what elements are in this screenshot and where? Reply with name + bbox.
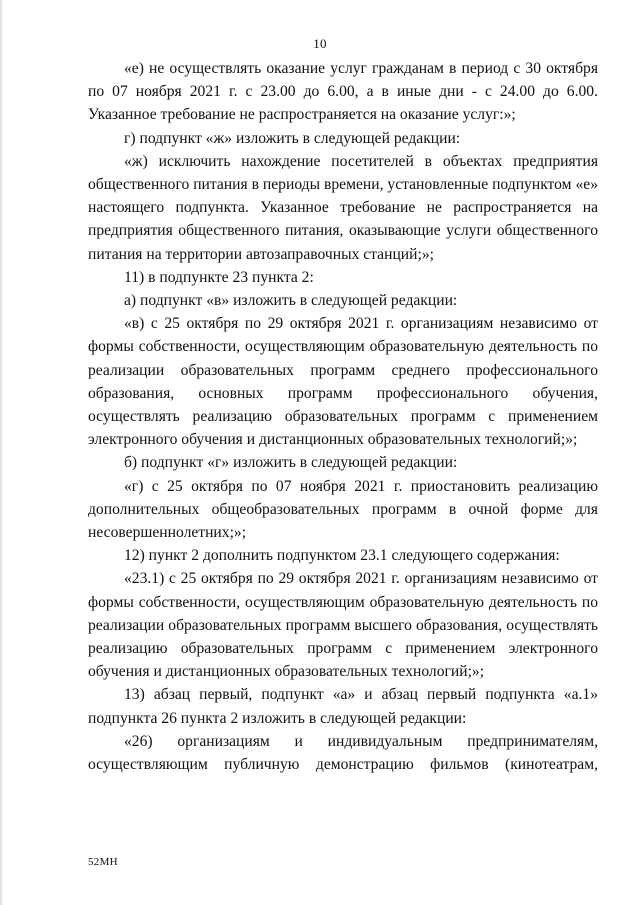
paragraph-item-11: 11) в подпункте 23 пункта 2: bbox=[124, 268, 314, 286]
paragraph-zh: «ж) исключить нахождение посетителей в объектах предприятия общественного питания в периоды времени, установленные подпунктом «е» настоящего подпункта. Указанное требование не распространяется на предприятия общественного питания, оказывающие услуги общественного питания на территории автозаправочных станций;»; bbox=[88, 152, 598, 263]
document-code: 52МН bbox=[88, 856, 118, 868]
paragraph-23-1: «23.1) с 25 октября по 29 октября 2021 г. организациям независимо от формы собственности, осуществляющим образовательную деятельность по реализации образовательных программ высшего образования, осуществлять реализацию образовательных программ с применением электронного обучения и дистанционных образовательных технологий;»; bbox=[88, 570, 598, 681]
scan-edge bbox=[0, 0, 3, 905]
paragraph-e: «е) не осуществлять оказание услуг гражданам в период с 30 октября по 07 ноября 2021 г. с 23.00 до 6.00, а в иные дни - с 24.00 до 6.00. Указанное требование не распространяется на оказание услуг:»; bbox=[88, 60, 598, 124]
paragraph-item-13: 13) абзац первый, подпункт «а» и абзац первый подпункта «а.1» подпункта 26 пункта 2 изложить в следующей редакции: bbox=[88, 686, 598, 727]
paragraph-g-text: «г) с 25 октября по 07 ноября 2021 г. приостановить реализацию дополнительных общеобразовательных программ в очной форме для несовершеннолетних;»; bbox=[88, 477, 598, 542]
paragraph-g: г) подпункт «ж» изложить в следующей редакции: bbox=[124, 129, 461, 147]
paragraph-b: б) подпункт «г» изложить в следующей редакции: bbox=[124, 454, 458, 472]
page-number: 10 bbox=[313, 36, 327, 51]
paragraph-a: а) подпункт «в» изложить в следующей редакции: bbox=[124, 292, 458, 310]
paragraph-v: «в) с 25 октября по 29 октября 2021 г. организациям независимо от формы собственности, осуществляющим образовательную деятельность по реализации образовательных программ среднего профессионального образования, основных программ профессионального обучения, осуществлять реализацию образовательных программ с применением электронного обучения и дистанционных образовательных технологий;»; bbox=[88, 315, 598, 449]
document-body bbox=[88, 57, 598, 776]
paragraph-item-12: 12) пункт 2 дополнить подпунктом 23.1 следующего содержания: bbox=[124, 547, 560, 565]
paragraph-26: «26) организациям и индивидуальным предпринимателям, осуществляющим публичную демонстрацию фильмов (кинотеатрам, bbox=[88, 732, 598, 774]
